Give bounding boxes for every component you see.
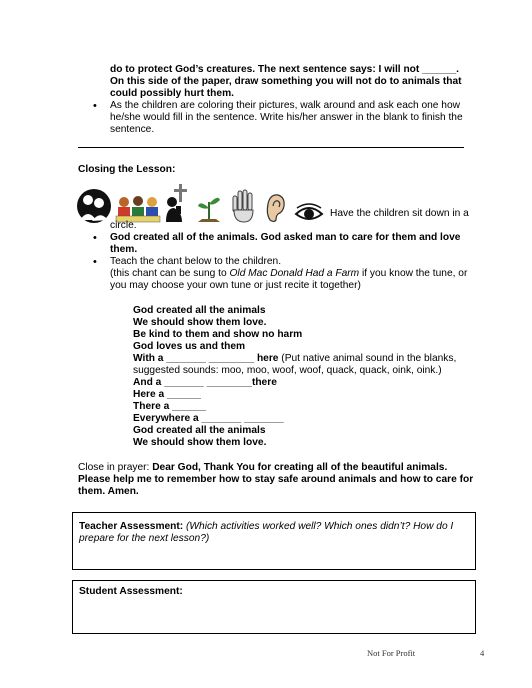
bullet-marker: • — [93, 256, 97, 268]
intro-line-2: On this side of the paper, draw something you will not do to animals that — [110, 76, 462, 87]
hand-icon — [230, 188, 256, 224]
chant-note-text: if you know the tune, or — [359, 268, 468, 279]
intro-line-3: could possibly hurt them. — [110, 88, 234, 99]
teacher-assessment-line-1 — [79, 521, 453, 533]
closing-bullet-1: God created all of the animals. God asked man to care for them and love them. — [110, 232, 461, 255]
bullet-marker: • — [93, 100, 97, 112]
song-title: Old Mac Donald Had a Farm — [229, 268, 360, 279]
chant-line-12: We should show them love. — [133, 437, 267, 448]
closing-heading: Closing the Lesson: — [78, 164, 176, 175]
prayer-line-1 — [78, 462, 447, 474]
chant-line-5 — [133, 353, 456, 365]
sit-instruction: Have the children sit down in a — [330, 208, 469, 219]
chant-line-11: God created all the animals — [133, 425, 266, 436]
bullet-marker: • — [93, 232, 97, 244]
chant-line-2: We should show them love. — [133, 317, 267, 328]
activity-icons-row — [76, 180, 324, 224]
circle-instruction: circle. — [110, 220, 137, 231]
teacher-assessment-line-2 — [79, 533, 209, 545]
prayer-text-1: Dear God, Thank You for creating all of the beautiful animals. — [152, 462, 448, 473]
chant-line-1: God created all the animals — [133, 305, 266, 316]
sprout-icon — [196, 188, 222, 224]
page-number: 4 — [480, 648, 485, 658]
prayer-line-3: them. Amen. — [78, 486, 139, 497]
teacher-assessment-prompt: (Which activities worked well? Which ones didn’t? How do I — [183, 521, 454, 532]
praying-cross-icon — [164, 182, 190, 224]
closing-bullet-2-line-2 — [110, 268, 467, 280]
closing-bullet-2-line-1: Teach the chant below to the children. — [110, 256, 282, 267]
chant-line-5-note: (Put native animal sound in the blanks, — [278, 353, 457, 364]
intro-bullet-text: As the children are coloring their pictures, walk around and ask each one how he/she would fill in the sentence. Write his/her answer in the blank to finish the sentence. — [110, 100, 463, 135]
teacher-assessment-prompt-2: prepare for the next lesson?) — [79, 533, 210, 544]
closing-bullet-2-line-3: you may choose your own tune or just recite it together) — [110, 280, 361, 291]
teacher-assessment-label: Teacher Assessment: — [79, 521, 184, 532]
section-divider — [78, 147, 464, 148]
chant-note-text: (this chant can be sung to — [110, 268, 230, 279]
chant-line-7: And a _______ ________there — [133, 377, 277, 388]
footer-text: Not For Profit — [367, 648, 416, 658]
eye-icon — [294, 202, 324, 224]
people-icon — [76, 186, 112, 224]
student-assessment-label: Student Assessment: — [79, 586, 183, 597]
chant-line-10: Everywhere a _______ _______ — [133, 413, 284, 424]
chant-line-4: God loves us and them — [133, 341, 246, 352]
prayer-lead: Close in prayer: — [78, 462, 153, 473]
chant-line-3: Be kind to them and show no harm — [133, 329, 303, 340]
chant-line-6: suggested sounds: moo, moo, woof, woof, quack, quack, oink, oink.) — [133, 365, 442, 376]
chant-line-9: There a ______ — [133, 401, 207, 412]
ear-icon — [264, 192, 286, 224]
student-assessment-box[interactable] — [72, 580, 476, 634]
prayer-line-2: Please help me to remember how to stay safe around animals and how to care for — [78, 474, 474, 485]
chant-line-5-bold: With a _______ ________ here — [133, 353, 279, 364]
chant-line-8: Here a ______ — [133, 389, 201, 400]
teacher-assessment-box[interactable] — [72, 512, 476, 570]
intro-line-1: do to protect God’s creatures. The next sentence says: I will not ______. — [110, 64, 459, 75]
